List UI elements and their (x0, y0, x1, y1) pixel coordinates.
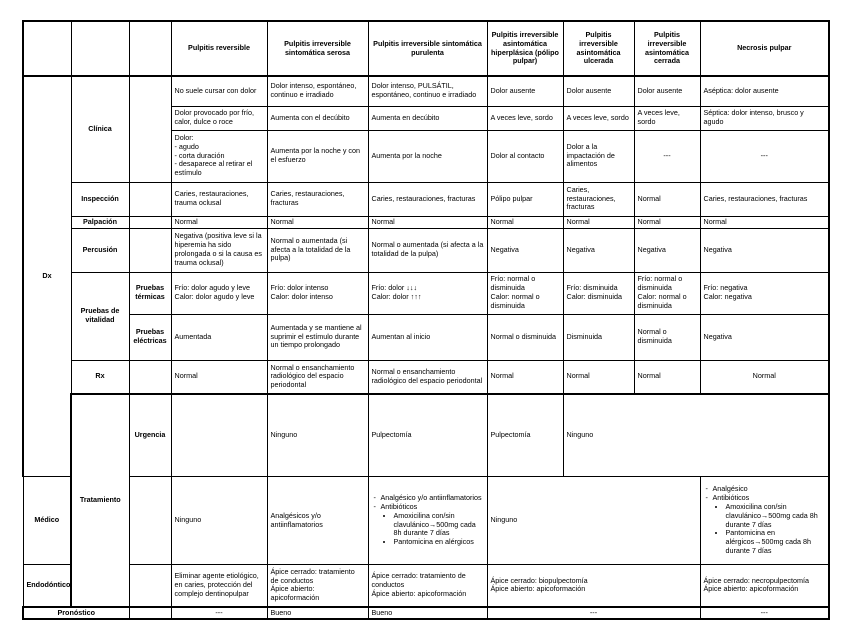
table-cell: Normal o aumentada (si afecta a la totalidad de la pulpa) (267, 228, 368, 272)
sub-list-item: • Pantomicina en alérgicos (394, 538, 484, 547)
row-label-percusion: Percusión (71, 228, 129, 272)
table-cell: Aumenta con el decúbito (267, 106, 368, 130)
table-cell: Analgésicos y/o antiinflamatorios (267, 477, 368, 565)
column-header: Pulpitis reversible (171, 21, 267, 76)
cell-line: Ápice cerrado: tratamiento de conductos (371, 571, 466, 589)
sub-list-item: • Amoxicilina con/sin clavulánico→500mg cada 8h durante 7 días (394, 512, 484, 538)
table-cell: Ninguno (487, 477, 700, 565)
row-label-termicas: Pruebas térmicas (129, 272, 171, 314)
pulpal-diagnosis-table (22, 20, 830, 620)
table-cell: Caries, restauraciones, fracturas (368, 182, 487, 216)
table-cell (171, 272, 267, 314)
cell-line: Calor: dolor agudo y leve (174, 292, 255, 301)
empty-cell (129, 216, 171, 228)
table-cell: Negativa (563, 228, 634, 272)
table-cell: No suele cursar con dolor (171, 76, 267, 106)
cell-line: Dolor: (174, 133, 194, 143)
cell-line: Ápice abierto: apicoformación (490, 584, 586, 594)
table-cell: Negativa (700, 314, 829, 360)
cell-line: Calor: dolor ↑↑↑ (371, 292, 422, 301)
treatment-list (704, 485, 826, 555)
table-cell (487, 565, 700, 607)
empty-cell (129, 228, 171, 272)
cell-line: Frío: disminuida (566, 283, 618, 293)
table-cell: Negativa (positiva leve si la hiperemia ha sido prolongada o si la causa es trauma oclusal) (171, 228, 267, 272)
empty-cell (129, 565, 171, 607)
corner-cell (129, 21, 171, 76)
cell-line: Frío: dolor intenso (270, 283, 329, 293)
empty-cell (129, 477, 171, 565)
cell-line: Calor: normal o disminuida (637, 292, 687, 310)
table-cell: Bueno (267, 607, 368, 620)
table-cell: Dolor a la impactación de alimentos (563, 130, 634, 182)
empty-cell (129, 360, 171, 394)
table-cell: Pulpectomía (368, 394, 487, 477)
table-cell: Negativa (634, 228, 700, 272)
list-item-label: Antibióticos (380, 501, 418, 511)
table-cell: Normal (171, 216, 267, 228)
column-header: Pulpitis irreversible asintomática hiperplásica (pólipo pulpar) (487, 21, 563, 76)
table-cell: Pólipo pulpar (487, 182, 563, 216)
table-cell: Pulpectomía (487, 394, 563, 477)
corner-cell (71, 21, 129, 76)
table-cell: Bueno (368, 607, 487, 620)
cell-line: Ápice cerrado: biopulpectomía (490, 575, 588, 585)
row-label-urgencia: Urgencia (129, 394, 171, 477)
table-cell (368, 272, 487, 314)
cell-line: - agudo (174, 141, 199, 151)
empty-cell (171, 394, 267, 477)
cell-line: Frío: normal o disminuida (637, 274, 683, 293)
table-cell: Normal (700, 360, 829, 394)
table-cell (368, 477, 487, 565)
table-cell: Dolor ausente (487, 76, 563, 106)
table-cell: Aumentada y se mantiene al suprimir el estímulo durante un tiempo prolongado (267, 314, 368, 360)
table-cell: Normal (563, 360, 634, 394)
sub-list-item: • Amoxicilina con/sin clavulánico→500mg cada 8h durante 7 días (726, 503, 826, 529)
table-cell: Normal o disminuida (634, 314, 700, 360)
row-label-endodontico: Endodóntico (23, 565, 71, 607)
table-cell: Negativa (700, 228, 829, 272)
cell-line: - corta duración (174, 150, 225, 160)
table-cell: Dolor provocado por frío, calor, dulce o roce (171, 106, 267, 130)
table-cell: Caries, restauraciones, trauma oclusal (171, 182, 267, 216)
table-cell: Normal o ensanchamiento radiológico del espacio periodontal (368, 360, 487, 394)
column-header: Pulpitis irreversible asintomática cerrada (634, 21, 700, 76)
sub-list-item: • Pantomicina en alérgicos→500mg cada 8h durante 7 días (726, 529, 826, 555)
table-cell: Dolor al contacto (487, 130, 563, 182)
table-cell (267, 565, 368, 607)
table-cell: Normal (634, 216, 700, 228)
table-cell (634, 272, 700, 314)
table-cell: Dolor ausente (563, 76, 634, 106)
table-cell: Dolor ausente (634, 76, 700, 106)
table-cell: Aumentan al inicio (368, 314, 487, 360)
cell-line: Ápice abierto: apicoformación (371, 588, 467, 598)
list-item: - Analgésico y/o antiinflamatorios (381, 494, 484, 503)
table-cell: Normal (171, 360, 267, 394)
table-cell: Normal o ensanchamiento radiológico del espacio periodontal (267, 360, 368, 394)
row-label-clinica: Clínica (71, 76, 129, 182)
table-cell (267, 272, 368, 314)
table-cell: Aumenta en decúbito (368, 106, 487, 130)
list-item (381, 503, 484, 547)
column-header: Necrosis pulpar (700, 21, 829, 76)
table-cell: Caries, restauraciones, fracturas (700, 182, 829, 216)
cell-line: - desaparece al retirar el estímulo (174, 159, 253, 178)
table-cell: Séptica: dolor intenso, brusco y agudo (700, 106, 829, 130)
table-cell: Normal (487, 360, 563, 394)
table-cell (171, 130, 267, 182)
table-cell: A veces leve, sordo (634, 106, 700, 130)
cell-line: Frío: negativa (703, 283, 748, 293)
row-label-vitalidad: Pruebas de vitalidad (71, 272, 129, 360)
table-cell: --- (487, 607, 700, 620)
table-cell: Eliminar agente etiológico, en caries, protección del complejo dentinopulpar (171, 565, 267, 607)
corner-cell (23, 21, 71, 76)
table-cell (700, 477, 829, 565)
sub-list (713, 503, 826, 556)
table-cell: Aumentada (171, 314, 267, 360)
cell-line: Calor: dolor intenso (270, 292, 333, 301)
table-cell: Normal (563, 216, 634, 228)
table-cell: Ninguno (171, 477, 267, 565)
table-cell (700, 565, 829, 607)
table-cell (563, 272, 634, 314)
list-item (713, 494, 826, 555)
cell-line: Ápice abierto: apicoformación (703, 584, 799, 594)
row-label-rx: Rx (71, 360, 129, 394)
table-cell: Normal (700, 216, 829, 228)
list-item-label: Antibióticos (712, 493, 750, 503)
cell-line: Ápice cerrado: necropulpectomía (703, 575, 809, 585)
table-cell: Normal (634, 360, 700, 394)
table-cell: Caries, restauraciones, fracturas (267, 182, 368, 216)
cell-line: Calor: negativa (703, 292, 752, 301)
table-cell: Normal o aumentada (si afecta a la totalidad de la pulpa) (368, 228, 487, 272)
row-label-pronostico: Pronóstico (23, 607, 129, 620)
table-cell (487, 272, 563, 314)
sub-list (381, 512, 484, 547)
row-label-tratamiento: Tratamiento (71, 394, 129, 607)
empty-cell (129, 607, 171, 620)
table-cell: --- (700, 130, 829, 182)
table-cell: Aumenta por la noche (368, 130, 487, 182)
table-cell: --- (634, 130, 700, 182)
column-header: Pulpitis irreversible sintomática purulenta (368, 21, 487, 76)
row-label-medico: Médico (23, 477, 71, 565)
cell-line: Ápice cerrado: tratamiento de conductos (270, 566, 355, 585)
row-label-dx: Dx (23, 76, 71, 477)
column-header: Pulpitis irreversible asintomática ulcerada (563, 21, 634, 76)
row-label-electricas: Pruebas eléctricas (129, 314, 171, 360)
table-cell (368, 565, 487, 607)
cell-line: Ápice abierto: apicoformación (270, 584, 320, 603)
table-cell: --- (700, 607, 829, 620)
empty-cell (129, 182, 171, 216)
table-cell: Aumenta por la noche y con el esfuerzo (267, 130, 368, 182)
table-cell: Normal (487, 216, 563, 228)
table-cell: --- (171, 607, 267, 620)
table-cell (700, 272, 829, 314)
table-cell: Dolor intenso, PULSÁTIL, espontáneo, continuo e irradiado (368, 76, 487, 106)
table-cell: Disminuida (563, 314, 634, 360)
table-cell: Negativa (487, 228, 563, 272)
table-cell: Ninguno (563, 394, 829, 477)
cell-line: Frío: dolor agudo y leve (174, 283, 251, 293)
list-item: - Analgésico (713, 485, 826, 494)
cell-line: Calor: disminuida (566, 292, 623, 301)
cell-line: Frío: dolor ↓↓↓ (371, 283, 418, 293)
row-label-palpacion: Palpación (71, 216, 129, 228)
cell-line: Frío: normal o disminuida (490, 274, 536, 293)
treatment-list (372, 494, 484, 547)
table-cell: A veces leve, sordo (487, 106, 563, 130)
table-cell: Normal o disminuida (487, 314, 563, 360)
table-cell: Normal (368, 216, 487, 228)
column-header: Pulpitis irreversible sintomática serosa (267, 21, 368, 76)
table-cell: Caries, restauraciones, fracturas (563, 182, 634, 216)
table-cell: A veces leve, sordo (563, 106, 634, 130)
table-cell: Dolor intenso, espontáneo, continuo e irradiado (267, 76, 368, 106)
table-cell: Ninguno (267, 394, 368, 477)
empty-cell (129, 76, 171, 182)
table-cell: Aséptica: dolor ausente (700, 76, 829, 106)
table-cell: Normal (634, 182, 700, 216)
cell-line: Calor: normal o disminuida (490, 292, 540, 310)
table-cell: Normal (267, 216, 368, 228)
row-label-inspeccion: Inspección (71, 182, 129, 216)
